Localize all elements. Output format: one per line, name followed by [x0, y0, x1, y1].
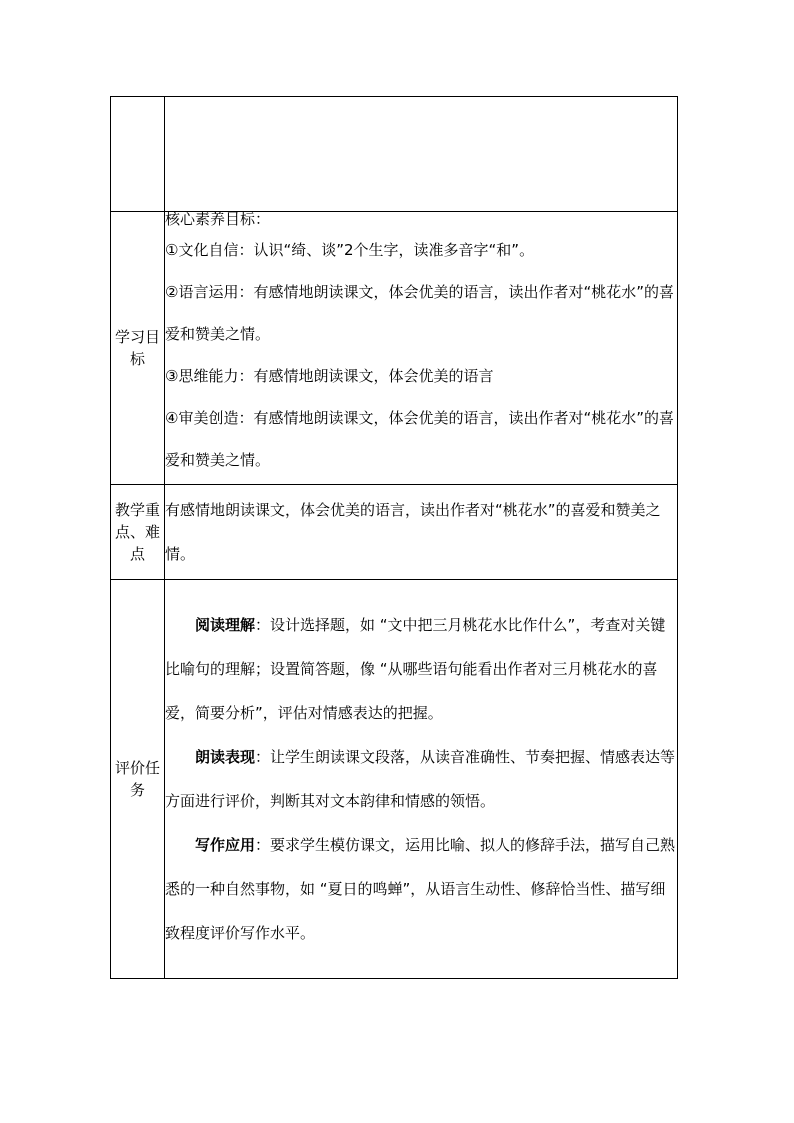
eval-body-writing: ：要求学生模仿课文，运用比喻、拟人的修辞手法，描写自己熟悉的一种自然事物，如 “夏日的鸣蝉”，从语言生动性、修辞恰当性、描写细致程度评价写作水平。	[165, 836, 676, 942]
learning-goals-label: 学习目标	[111, 212, 165, 485]
table-row-learning-goals	[111, 212, 678, 485]
goal-item-culture: ①文化自信：认识“绮、谈”2个生字，读准多音字“和”。	[165, 241, 535, 259]
learning-goals-content	[165, 212, 678, 485]
empty-content-cell	[165, 97, 678, 212]
goal-item-thinking: ③思维能力：有感情地朗读课文，体会优美的语言	[165, 367, 494, 385]
evaluation-content	[165, 580, 678, 979]
eval-reading-comprehension	[165, 603, 677, 735]
goal-item-language: ②语言运用：有感情地朗读课文，体会优美的语言，读出作者对“桃花水”的喜爱和赞美之情。	[165, 283, 674, 343]
eval-body-oral: ：让学生朗读课文段落，从读音准确性、节奏把握、情感表达等方面进行评价，判断其对文本韵律和情感的领悟。	[165, 748, 676, 810]
eval-writing	[165, 823, 677, 955]
eval-heading-writing: 写作应用	[195, 836, 256, 854]
table-row-evaluation	[111, 580, 678, 979]
eval-body-reading: ：设计选择题，如 “文中把三月桃花水比作什么”，考查对关键比喻句的理解；设置简答题，像 “从哪些语句能看出作者对三月桃花水的喜爱，简要分析”，评估对情感表达的把握。	[165, 616, 666, 722]
table-row-key-points	[111, 485, 678, 580]
lesson-plan-table	[110, 96, 678, 979]
goal-item-aesthetic: ④审美创造：有感情地朗读课文，体会优美的语言，读出作者对“桃花水”的喜爱和赞美之情。	[165, 409, 674, 469]
evaluation-label: 评价任务	[111, 580, 165, 979]
goals-title: 核心素养目标：	[165, 210, 271, 228]
table-row-empty	[111, 97, 678, 212]
key-points-label: 教学重点、难点	[111, 485, 165, 580]
eval-heading-oral: 朗读表现	[195, 748, 256, 766]
eval-heading-reading: 阅读理解	[195, 616, 256, 634]
eval-oral-reading	[165, 735, 677, 823]
empty-label-cell	[111, 97, 165, 212]
key-points-content: 有感情地朗读课文，体会优美的语言，读出作者对“桃花水”的喜爱和赞美之情。	[165, 485, 678, 580]
